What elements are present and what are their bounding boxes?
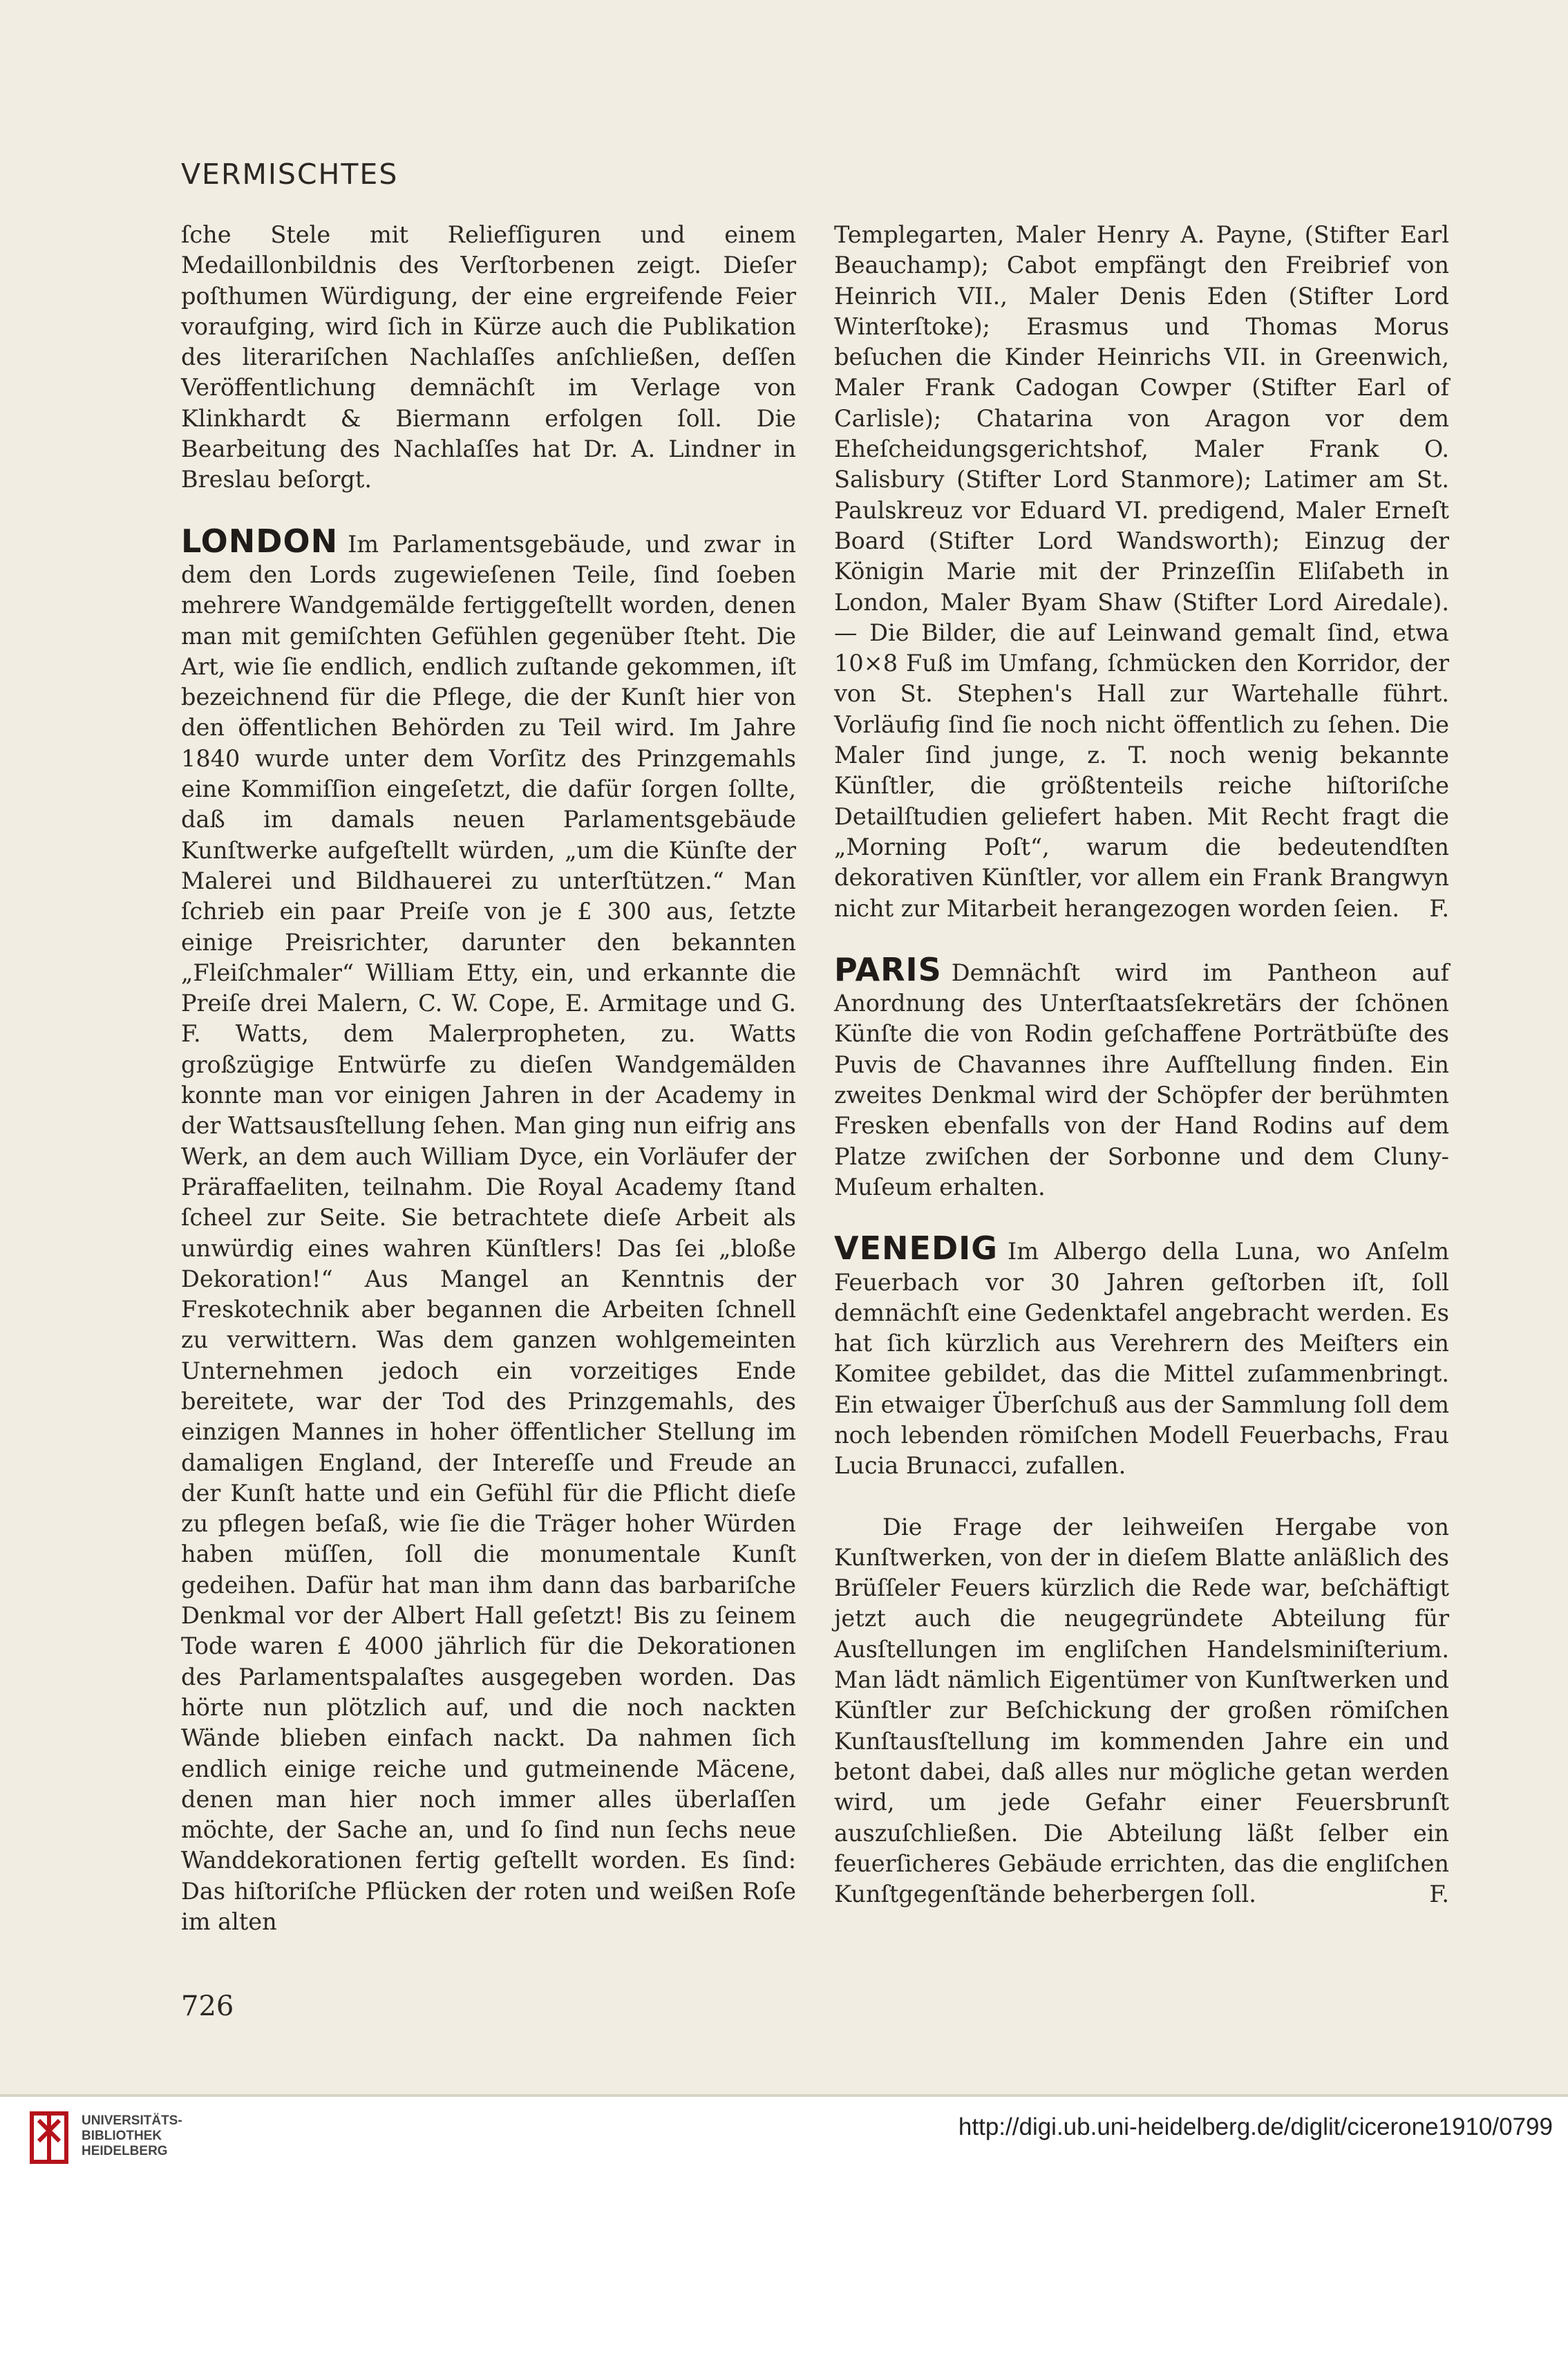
intro-paragraph: ſche Stele mit Reliefſiguren und einem Medaillonbildnis des Verſtorbenen zeigt. Dieſer poſthumen Würdigung, der eine ergreifende Feier voraufging, wird ſich in Kürze auch die Publikation des literariſchen Nachlaſſes anſchließen, deſſen Veröffentlichung demnächſt im Verlage von Klinkhardt & Biermann erfolgen ſoll. Die Bearbeitung des Nachlaſſes hat Dr. A. Lindner in Breslau beſorgt. bbox=[181, 221, 796, 493]
left-column bbox=[181, 220, 796, 1937]
page-number: 726 bbox=[181, 1990, 234, 2022]
paris-article bbox=[834, 950, 1449, 1203]
final-text: Die Frage der leihweiſen Hergabe von Kunſtwerken, von der in dieſem Blatte anläßlich des Brüſſeler Feuers kürzlich die Rede war, beſchäftigt jetzt auch die neugegründete Abteilung für Ausſtellungen im engliſchen Handelsminiſterium. Man lädt nämlich Eigentümer von Kunſtwerken und Künſtler zur Beſchickung der großen römiſchen Kunſtausſtellung im kommenden Jahre ein und betont dabei, daß alles nur mögliche getan werden wird, um jede Gefahr einer Feuersbrunſt auszuſchließen. Die Abteilung läßt ſelber ein feuerſicheres Gebäude errichten, das die engliſchen Kunſtgegenſtände beherbergen ſoll. bbox=[834, 1513, 1449, 1908]
london-continuation bbox=[834, 220, 1449, 924]
section-header: VERMISCHTES bbox=[181, 158, 399, 191]
venedig-article bbox=[834, 1229, 1449, 1481]
venedig-keyword: VENEDIG bbox=[834, 1229, 998, 1268]
london-continuation-text: Templegarten, Maler Henry A. Payne, (Stifter Earl Beauchamp); Cabot empfängt den Freibrief von Heinrich VII., Maler Denis Eden (Stifter Lord Winterſtoke); Erasmus und Thomas Morus beſuchen die Kinder Heinrichs VII. in Greenwich, Maler Frank Cadogan Cowper (Stifter Earl of Carlisle); Chatarina von Aragon vor dem Eheſcheidungsgerichtshof, Maler Frank O. Salisbury (Stifter Lord Stanmore); Latimer am St. Paulskreuz vor Eduard VI. predigend, Maler Erneſt Board (Stifter Lord Wandsworth); Einzug der Königin Marie mit der Prinzeſſin Eliſabeth in London, Maler Byam Shaw (Stifter Lord Airedale). — Die Bilder, die auf Leinwand gemalt ſind, etwa 10×8 Fuß im Umfang, ſchmücken den Korridor, der von St. Stephen's Hall zur Wartehalle führt. Vorläufig ſind ſie noch nicht öffentlich zu ſehen. Die Maler ſind junge, z. T. noch wenig bekannte Künſtler, die größtenteils reiche hiſtoriſche Detailſtudien geliefert haben. Mit Recht fragt die „Morning Poſt“, warum die bedeutendſten dekorativen Künſtler, vor allem ein Frank Brangwyn nicht zur Mitarbeit herangezogen worden ſeien. bbox=[834, 221, 1449, 922]
final-signature: F. bbox=[1429, 1881, 1449, 1908]
london-keyword: LONDON bbox=[181, 522, 339, 560]
venedig-text: Im Albergo della Luna, wo Anſelm Feuerbach vor 30 Jahren geſtorben iſt, ſoll demnächſt eine Gedenktafel angebracht werden. Es hat ſich kürzlich aus Verehrern des Meiſters ein Komitee gebildet, das die Mittel zuſammenbringt. Ein etwaiger Überſchuß aus der Sammlung ſoll dem noch lebenden römiſchen Modell Feuerbachs, Frau Lucia Brunacci, zufallen. bbox=[834, 1238, 1449, 1480]
london-signature: F. bbox=[1429, 894, 1449, 922]
paris-keyword: PARIS bbox=[834, 950, 942, 988]
library-name bbox=[82, 2113, 182, 2159]
library-name-line2: BIBLIOTHEK bbox=[82, 2129, 162, 2143]
london-text: Im Parlamentsgebäude, und zwar in dem den Lords zugewieſenen Teile, ſind ſoeben mehrere Wandgemälde fertiggeſtellt worden, denen man mit gemiſchten Gefühlen gegenüber ſteht. Die Art, wie ſie endlich, endlich zuſtande gekommen, iſt bezeichnend für die Pflege, die der Kunſt hier von den öffentlichen Behörden zu Teil wird. Im Jahre 1840 wurde unter dem Vorſitz des Prinzgemahls eine Kommiſſion eingeſetzt, die dafür ſorgen ſollte, daß im damals neuen Parlamentsgebäude Kunſtwerke aufgeſtellt würden, „um die Künſte der Malerei und Bildhauerei zu unterſtützen.“ Man ſchrieb ein paar Preiſe von je £ 300 aus, ſetzte einige Preisrichter, darunter den bekannten „Fleiſchmaler“ William Etty, ein, und erkannte die Preiſe drei Malern, C. W. Cope, E. Armitage und G. F. Watts, dem Malerpropheten, zu. Watts großzügige Entwürfe zu dieſen Wandgemälden konnte man vor einigen Jahren in der Academy in der Wattsausſtellung ſehen. Man ging nun eifrig ans Werk, an dem auch William Dyce, ein Vorläufer der Präraffaeliten, teilnahm. Die Royal Academy ſtand ſcheel zur Seite. Sie betrachtete dieſe Arbeit als unwürdig eines wahren Künſtlers! Das ſei „bloße Dekoration!“ Aus Mangel an Kenntnis der Freskotechnik aber begannen die Arbeiten ſchnell zu verwittern. Was dem ganzen wohlgemeinten Unternehmen jedoch ein vorzeitiges Ende bereitete, war der Tod des Prinzgemahls, des einzigen Mannes in hoher öffentlicher Stellung im damaligen England, der Intereſſe und Freude an der Kunſt hatte und ein Gefühl für die Pflicht dieſe zu pflegen beſaß, wie ſie die Träger hoher Würden haben müſſen, ſoll die monumentale Kunſt gedeihen. Dafür hat man ihm dann das barbariſche Denkmal vor der Albert Hall geſetzt! Bis zu ſeinem Tode waren £ 4000 jährlich für die Dekorationen des Parlamentspalaſtes ausgegeben worden. Das hörte nun plötzlich auf, und die noch nackten Wände blieben einfach nackt. Da nahmen ſich endlich einige reiche und gutmeinende Mäcene, denen man hier noch immer alles überlaſſen möchte, der Sache an, und ſo ſind nun ſechs neue Wanddekorationen fertig geſtellt worden. Es ſind: Das hiſtoriſche Pflücken der roten und weißen Roſe im alten bbox=[181, 530, 796, 1936]
source-url-link[interactable]: http://digi.ub.uni-heidelberg.de/diglit/cicerone1910/0799 bbox=[958, 2113, 1553, 2140]
library-name-line1: UNIVERSITÄTS- bbox=[82, 2113, 182, 2128]
right-column bbox=[834, 220, 1449, 1910]
london-article bbox=[181, 522, 796, 1938]
final-article bbox=[834, 1512, 1449, 1910]
library-name-line3: HEIDELBERG bbox=[82, 2144, 168, 2158]
paris-text: Demnächſt wird im Pantheon auf Anordnung des Unterſtaatsſekretärs der ſchönen Künſte die von Rodin geſchaffene Porträtbüſte des Puvis de Chavannes ihre Aufſtellung finden. Ein zweites Denkmal wird der Schöpfer der berühmten Fresken ebenfalls von der Hand Rodins auf dem Platze zwiſchen der Sorbonne und dem Cluny-Muſeum erhalten. bbox=[834, 959, 1449, 1200]
